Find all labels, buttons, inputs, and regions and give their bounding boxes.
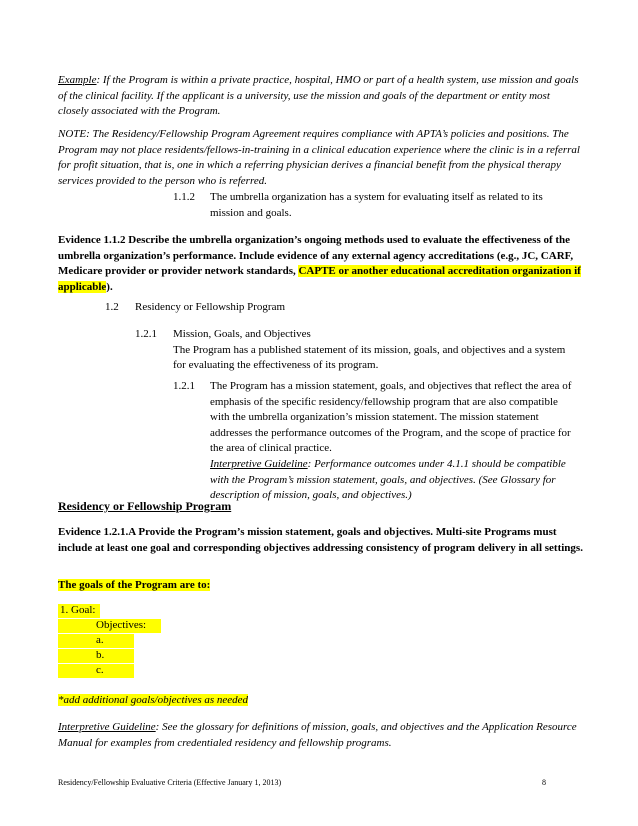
example-label: Example — [58, 74, 97, 86]
item-number-1-1-2: 1.1.2 — [173, 191, 195, 203]
item-number-1-2: 1.2 — [105, 301, 119, 313]
item-1-2-1-title: Mission, Goals, and Objectives — [173, 328, 311, 340]
objective-c: c. — [96, 664, 104, 676]
page-footer — [58, 778, 546, 788]
example-text: : If the Program is within a private practice, hospital, HMO or part of a health system, use mission and goals of the clinical facility. If the applicant is a university, use the mission and goals of the department or entity most closely associated with the Program. — [58, 74, 579, 118]
objective-b: b. — [96, 649, 105, 661]
item-1-2-1-b-body — [210, 379, 580, 504]
goals-heading-row — [58, 578, 583, 594]
final-guideline-text: : See the glossary for definitions of mission, goals, and objectives and the Application Resource Manual for examples from credentialed residency and fellowship programs. — [58, 721, 577, 749]
item-number-1-2-1-b: 1.2.1 — [173, 380, 195, 392]
final-guideline — [58, 720, 583, 751]
item-1-2-1-body — [173, 327, 575, 374]
example-paragraph — [58, 73, 583, 120]
item-1-2-1-text: The Program has a published statement of its mission, goals, and objectives and a system for evaluating the effectiveness of its program. — [173, 343, 566, 372]
evidence-1-2-1-a: Evidence 1.2.1.A Provide the Program’s mission statement, goals and objectives. Multi-site Programs must include at least one goal and corresponding objectives addressing consistency of program delivery in all settings. — [58, 526, 583, 554]
add-note: *add additional goals/objectives as needed — [58, 694, 249, 706]
item-text-1-2: Residency or Fellowship Program — [135, 301, 286, 313]
evidence-1-1-2-text: Evidence 1.1.2 Describe the umbrella organization’s ongoing methods used to evaluate the effectiveness of the umbrella organization’s performance. Include evidence of any external agency accreditations (e.g., JC, CARF, Medicare provider or provider network standards, — [58, 234, 574, 278]
item-1-2-1-b-text: The Program has a mission statement, goals, and objectives that reflect the area of emphasis of the specific residency/fellowship program that are also compatible with the umbrella organization’s mission statement. The mission statement addresses the performance outcomes of the Program, and the scope of practice for the area of clinical practice. — [210, 380, 572, 455]
guideline-label: Interpretive Guideline — [210, 457, 308, 470]
evidence-1-1-2 — [58, 233, 583, 295]
objectives-label: Objectives: — [96, 619, 147, 631]
note-paragraph: NOTE: The Residency/Fellowship Program Agreement requires compliance with APTA’s policies and positions. The Program may not place residents/fellows-in-training in a clinical education experience where the clinic is in a referral for profit situation, that is, one in which a referring physician derives a financial benefit from the physical therapy services provided to the person who is referred. — [58, 128, 580, 187]
evidence-1-1-2-highlight: CAPTE or another educational accreditation organization if applicable — [58, 265, 581, 293]
item-text-1-1-2: The umbrella organization has a system for evaluating itself as related to its mission and goals. — [210, 191, 543, 219]
add-note-row — [58, 693, 583, 709]
footer-text: Residency/Fellowship Evaluative Criteria (Effective January 1, 2013) — [58, 778, 282, 787]
goals-heading: The goals of the Program are to: — [58, 579, 211, 591]
guideline-text: : Performance outcomes under 4.1.1 should be compatible with the Program’s mission statement, goals, and objectives. (See Glossary for description of mission, goals, and objectives.) — [210, 457, 566, 502]
evidence-1-1-2-end: ). — [106, 280, 113, 293]
goal-1-label: 1. Goal: — [60, 604, 96, 616]
page-number: 8 — [542, 778, 546, 787]
item-1-2-1-b-guideline — [210, 457, 580, 504]
objective-a: a. — [96, 634, 104, 646]
section-heading: Residency or Fellowship Program — [58, 499, 232, 513]
final-guideline-label: Interpretive Guideline — [58, 721, 156, 733]
item-number-1-2-1: 1.2.1 — [135, 328, 157, 340]
